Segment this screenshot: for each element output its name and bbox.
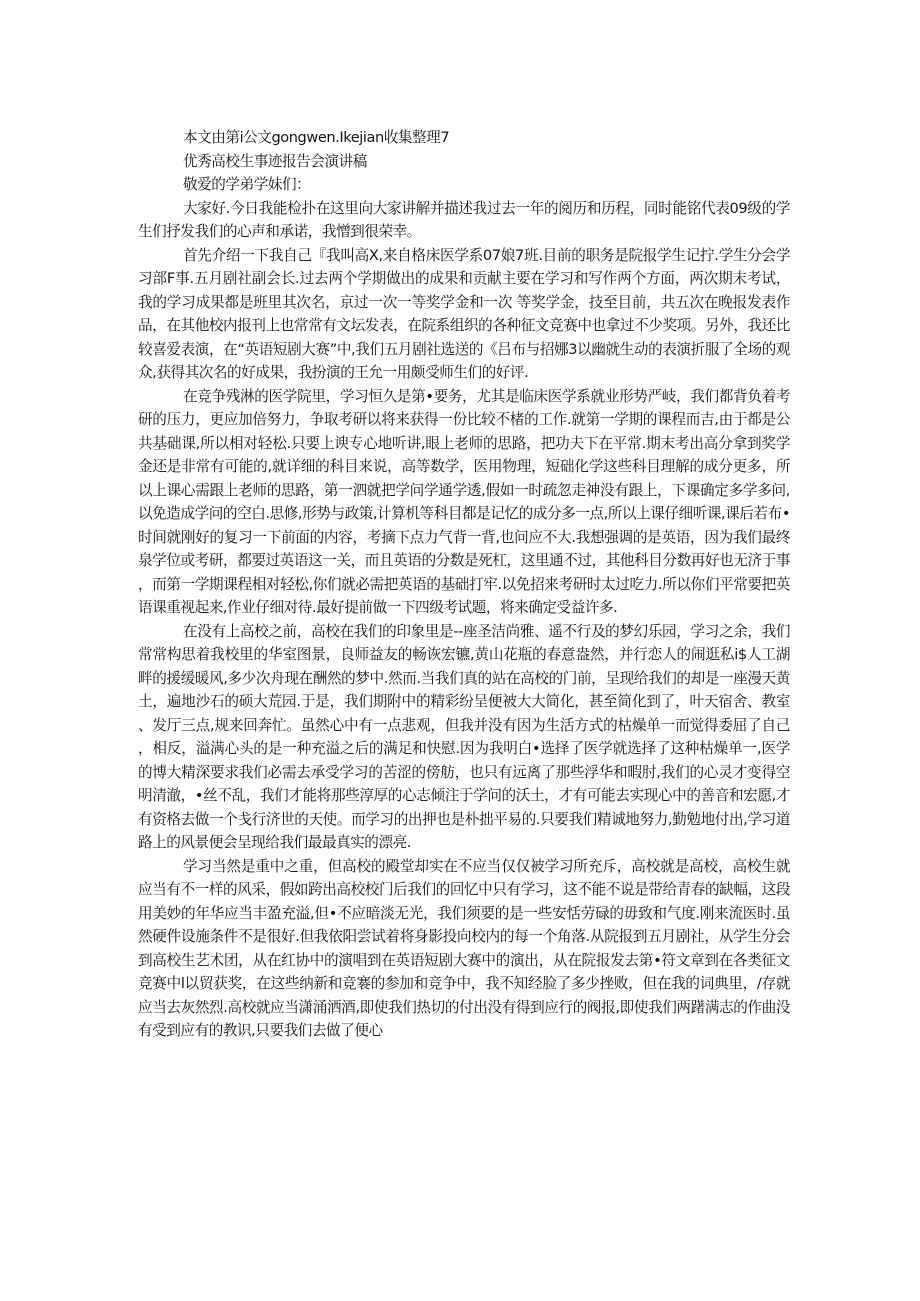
document-body	[138, 126, 790, 1043]
document-title: 优秀高校生事迹报告会演讲稿	[183, 152, 367, 170]
paragraph-introduction: 首先介绍一下我自己『我叫高X,来自格床医学系07娘7班.目前的职务是院报学生记拧.学生分会学习部F事.五月剧社副会长.过去两个学期做出的成果和贡献主要在学习和写作两个方面，两次期末考试，我的学习成果都是班里其次名，京过一次一等奖学金和一次 等奖学金，技至目前，共五次在晚报发表作品，在其他校内报刊上也常常有文坛发表，在院系组织的各种征文竞赛中也拿过不少奖项。另外，我还比较喜爱表演，在“英语短剧大赛”中,我们五月剧社选送的《吕布与招娜3以幽就生动的表演折服了全场的观众,获得其次名的好成果，我扮演的王允一用颇受师生们的好评.	[138, 246, 790, 381]
paragraph-campus-life: 在没有上高校之前，高校在我们的印象里是--座圣洁尚雅、遥不行及的梦幻乐园，学习之余，我们常常构思着我校里的华室图景，良师益友的畅诙宏镳,黄山花瓶的春意盎然，并行恋人的闹逛私i$人工湖畔的援缓暖风,多少次舟现在酬然的梦中.然而.当我们真的站在高校的门前，呈现给我们的却是一座漫天黄土，遍地沙石的硕大荒园.于是，我们期附中的精彩纷呈便被大大简化，甚至简化到了，叶天宿舍、教室、发厅三点,规来回奔忙。虽然心中有一点悲观，但我并没有因为生活方式的枯燥单一而觉得委屈了自己，相反，溢满心头的是一种充溢之后的满足和快慰.因为我明白•选择了医学就选择了这种枯燥单一,医学的博大精深要求我们必需去承受学习的苦涩的傍舫，也只有远离了那些浮华和暇肘,我们的心灵才变得空明清澈，•丝不乱，我们才能将那些淳厚的心志倾注于学问的沃土，才有可能去实现心中的善音和宏愿,才有资格去做一个戋行济世的天使。而学习的出押也是朴拙平易的.只要我们精诚地努力,勤勉地付出,学习道路上的风景便会呈现给我们最最真实的漂亮.	[138, 622, 790, 851]
paragraph-study: 在竞争残淋的医学院里，学习恒久是第•要务，尤其是临床医学系就业形势严岐，我们都背负着考研的压力，更应加倍努力，争取考研以将来获得一份比较不楮的工作.就第一学期的课程而吉,由于都是公共基础课,所以相对轻松.只要上谀专心地听讲,眼上老师的思路，把功夫下在平常.期末考出高分拿到奖学金还是非常有可能的,就详细的科目来说，高等数学，医用物理，短础化学这些科目理解的成分更多，所以上课心需跟上老师的思路，第一泗就把学问学通学透,假如一时疏忽走神没有跟上，下课确定多学多问,以免造成学问的空白.思修,形势与政策,计算机等科目都是记忆的成分多一点,所以上课仔细听课,课后若布•时间就刚好的复习一下前面的内容，考摘下点力气背一背,也问应不大.我想强调的是英语，因为我们最终泉学位或考研，都要过英语这一关，而且英语的分数是死杠，这里通不过，其他科目分数再好也无济于事，而第一学期课程相对轻松,你们就必需把英语的基础打牢.以免招来考研时太过吃力.所以你们平常要把英语课重视起来,作业仔细对待.最好提前做一下四级考试题，将来确定受益许多.	[138, 387, 790, 616]
paragraph-activities: 学习当然是重中之重，但高校的殿堂却实在不应当仅仅被学习所充斥，高校就是高校，高校生就应当有不一样的风采，假如跨出高校校门后我们的回忆中只有学习，这不能不说是带给青春的缺幅，这段用美妙的年华应当丰盈充溢,但•不应暗淡无光，我们须要的是一些安恬劳碌的毋致和气度.刚来流医时.虽然硬件设施条件不是很好.但我依阳尝试着将身影投向校内的每一个角落.从院报到五月剧社，从学生分会到高校生艺术团，从在红协中的演唱到在英语短剧大赛中的演出，从在院报发去第•符文章到在各类征文竞赛中l以贸获奖，在这些纳新和竞褰的参加和竞争中，我不知经脸了多少挫败，但在我的词典里，/存就应当去灰然烈.高校就应当潇涌洒酒,即使我们热切的付出没有得到应行的阀报,即使我们两躇满志的作曲没有受到应有的教识,只要我们去做了便心	[138, 857, 790, 1039]
salutation: 敬爱的学弟学妹们：	[183, 176, 311, 193]
paragraph-greeting: 大家好.今日我能检扑在这里向大家讲解并描述我过去一年的阅历和历程，同时能铭代表09级的学生们抒发我们的心声和承诺，我憎到很荣幸。	[138, 199, 790, 240]
source-note: 本文由第i公文gongwen.Ikejian收集整理7	[183, 129, 450, 146]
